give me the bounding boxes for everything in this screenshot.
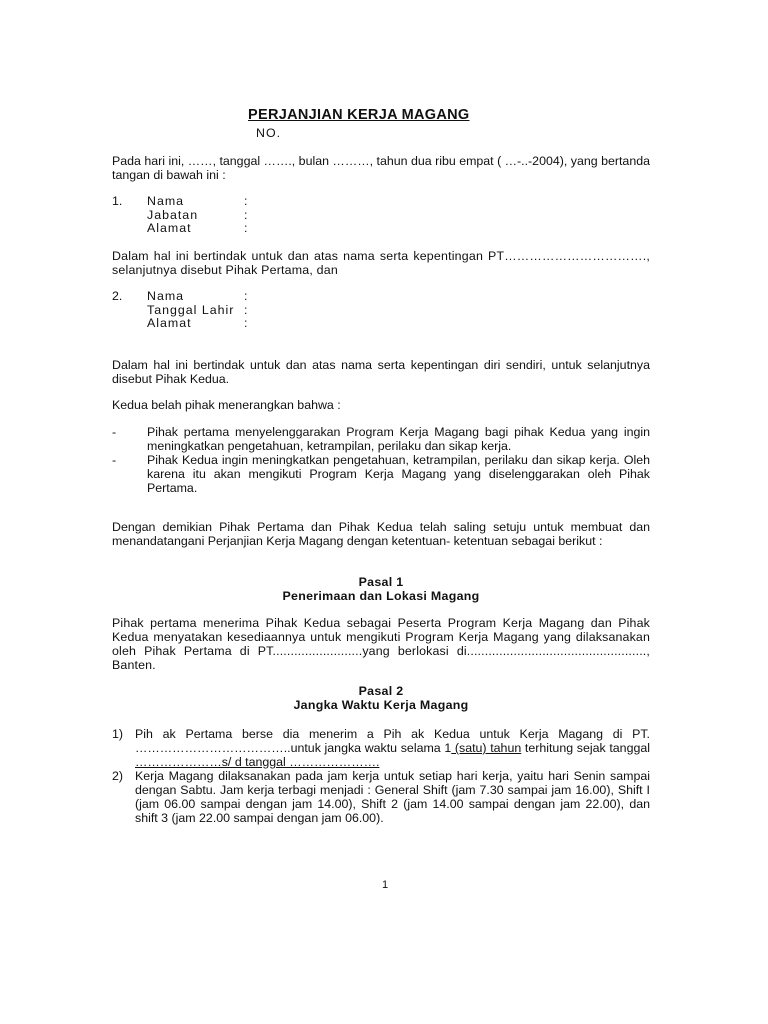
- list-item-text: Pihak Kedua ingin meningkatkan pengetahuan, ketrampilan, perilaku dan sikap kerja. Oleh karena itu akan mengikuti Program Kerja Magang yang diselenggarakan oleh Pihak Pertama.: [147, 453, 650, 495]
- field-colon: :: [244, 289, 248, 303]
- list-item: [112, 727, 650, 769]
- declaration-list: [112, 425, 650, 495]
- document-number-label: NO.: [256, 126, 282, 140]
- party2-field-nama: [112, 289, 650, 303]
- party1-fields: [112, 194, 650, 235]
- list-item-text: Kerja Magang dilaksanakan pada jam kerja untuk setiap hari kerja, yaitu hari Senin sampai dengan Sabtu. Jam kerja terbagi menjadi : General Shift (jam 7.30 sampai jam 16.00), Shift I (jam 06.00 sampai dengan jam 14.00), Shift 2 (jam 14.00 sampai dengan jam 22.00), dan shift 3 (jam 22.00 sampai dengan jam 06.00).: [135, 769, 650, 825]
- party2-field-tanggal-lahir: [112, 303, 650, 317]
- field-label: Nama: [147, 194, 185, 208]
- party1-statement: Dalam hal ini bertindak untuk dan atas nama serta kepentingan PT……………………………., selanjutnya disebut Pihak Pertama, dan: [112, 249, 650, 277]
- pasal1-heading: Pasal 1: [358, 575, 404, 589]
- field-colon: :: [244, 207, 248, 222]
- pasal2-heading: Pasal 2: [358, 684, 404, 698]
- list-item-number: 1): [112, 727, 124, 741]
- pasal2-list: [112, 727, 650, 825]
- field-label: Jabatan: [147, 207, 199, 222]
- agreement-paragraph: Dengan demikian Pihak Pertama dan Pihak Kedua telah saling setuju untuk membuat dan menandatangani Perjanjian Kerja Magang dengan ketentuan- ketentuan sebagai berikut :: [112, 520, 650, 548]
- pasal2-subheading: Jangka Waktu Kerja Magang: [293, 698, 469, 712]
- field-label: Alamat: [147, 221, 192, 235]
- field-label: Alamat: [147, 316, 192, 330]
- pasal1-body: Pihak pertama menerima Pihak Kedua sebagai Peserta Program Kerja Magang dan Pihak Kedua menyatakan kesediaannya untuk mengikuti Program Kerja Magang yang dilaksanakan oleh Pihak Pertama di PT.........................yang berlokasi di.................................................., Banten.: [112, 616, 650, 672]
- party2-fields: [112, 289, 650, 330]
- party1-field-alamat: [112, 221, 650, 235]
- party1-field-jabatan: [112, 208, 650, 222]
- document-title: PERJANJIAN KERJA MAGANG: [248, 107, 470, 123]
- field-colon: :: [244, 316, 248, 330]
- field-colon: :: [244, 194, 248, 208]
- list-item-text: Pihak pertama menyelenggarakan Program Kerja Magang bagi pihak Kedua yang ingin meningkatkan pengetahuan, ketrampilan, perilaku dan sikap kerja.: [147, 425, 650, 453]
- list-item: - Pihak pertama menyelenggarakan Program Kerja Magang bagi pihak Kedua yang ingin meningkatkan pengetahuan, ketrampilan, perilaku dan sikap kerja.: [112, 425, 650, 453]
- field-label: Tanggal Lahir: [147, 302, 235, 317]
- page-number: 1: [382, 879, 389, 891]
- party1-field-nama: [112, 194, 650, 208]
- party2-field-alamat: [112, 316, 650, 330]
- party1-number: 1.: [112, 194, 123, 208]
- list-item: - Pihak Kedua ingin meningkatkan pengetahuan, ketrampilan, perilaku dan sikap kerja. Oleh karena itu akan mengikuti Program Kerja Magang yang diselenggarakan oleh Pihak Pertama.: [112, 453, 650, 495]
- field-colon: :: [244, 221, 248, 235]
- party2-number: 2.: [112, 289, 123, 303]
- field-colon: :: [244, 302, 248, 317]
- party2-statement: Dalam hal ini bertindak untuk dan atas nama serta kepentingan diri sendiri, untuk selanjutnya disebut Pihak Kedua.: [112, 358, 650, 386]
- list-item-text: Pih ak Pertama berse dia menerim a Pih ak Kedua untuk Kerja Magang di PT. ………………………………..untuk jangka waktu selama 1 (satu) tahun terhitung sejak tanggal …………………s/ d tanggal ………………….: [135, 727, 650, 769]
- field-label: Nama: [147, 289, 185, 303]
- list-item: [112, 769, 650, 825]
- declaration-text: Kedua belah pihak menerangkan bahwa :: [112, 398, 341, 412]
- list-item-number: 2): [112, 769, 124, 783]
- pasal1-subheading: Penerimaan dan Lokasi Magang: [282, 589, 480, 603]
- intro-paragraph: Pada hari ini, ……, tanggal ……., bulan ………, tahun dua ribu empat ( …-..-2004), yang bertanda tangan di bawah ini :: [112, 154, 650, 182]
